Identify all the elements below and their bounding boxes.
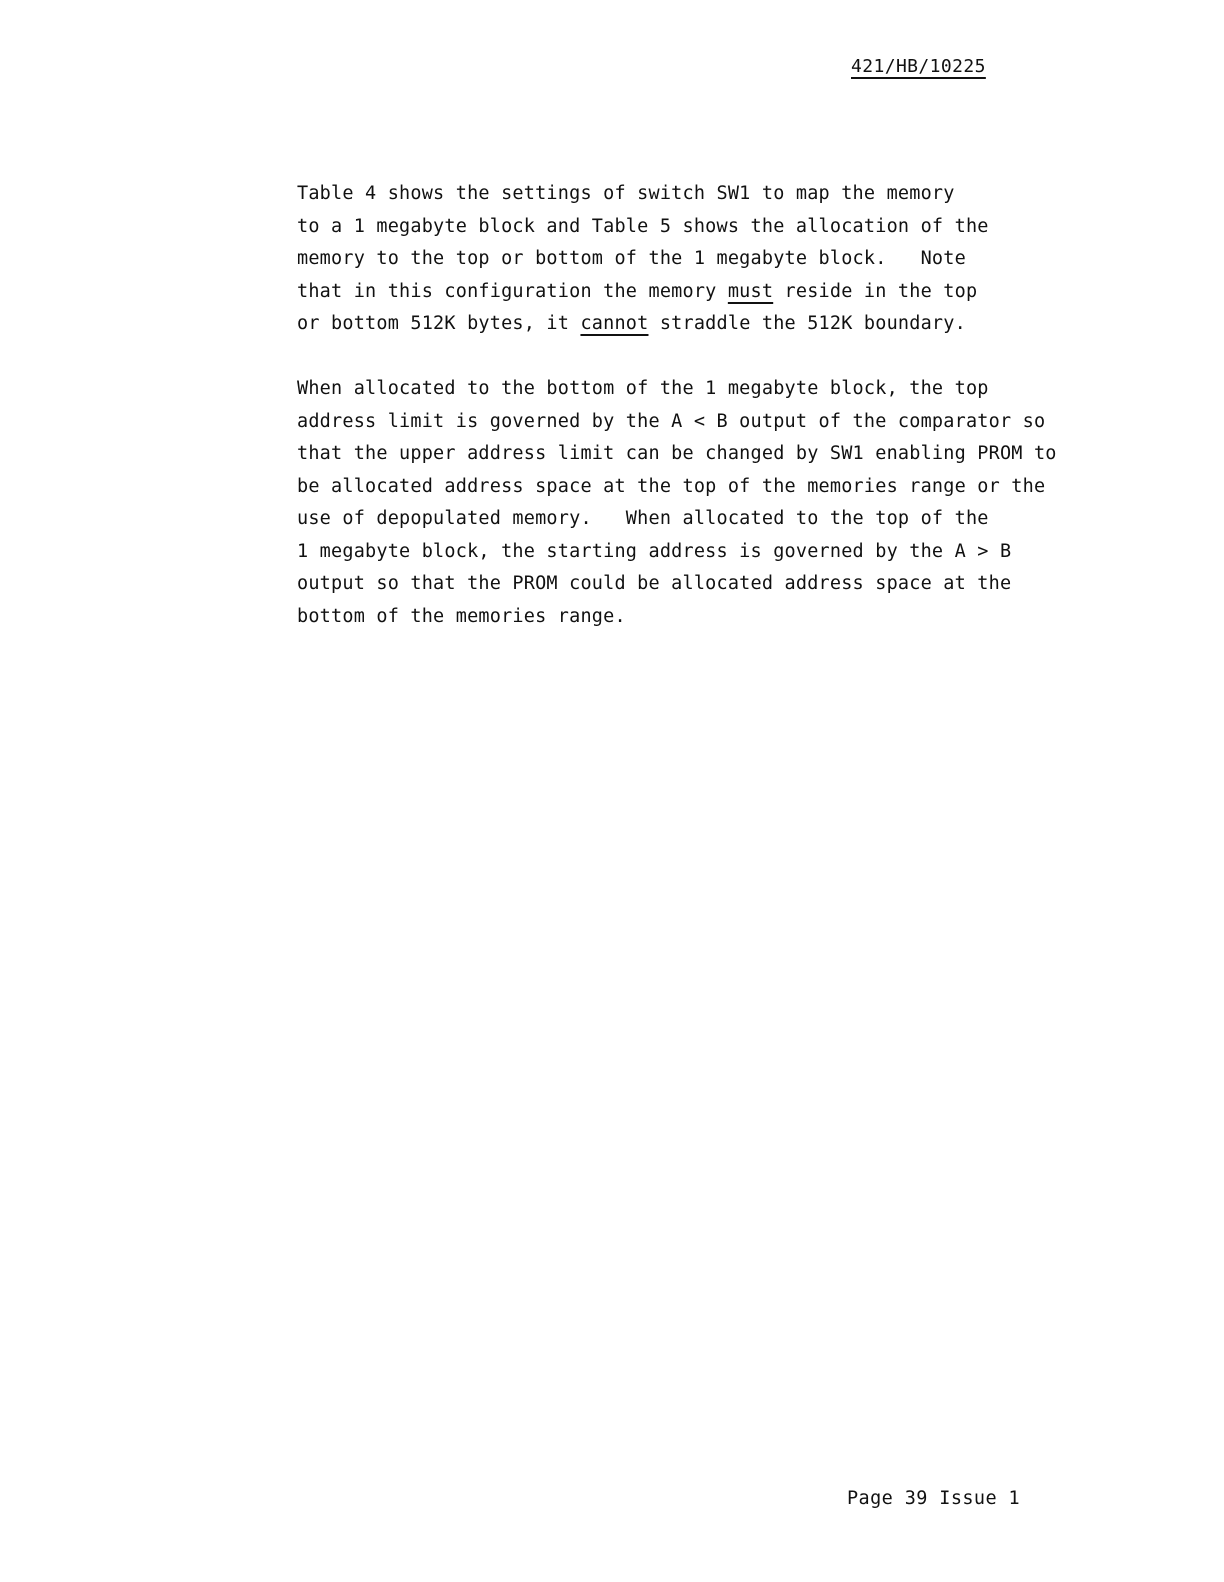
text-line: that the upper address limit can be changed by SW1 enabling PROM to [297, 443, 1057, 464]
text-line: memory to the top or bottom of the 1 megabyte block. Note [297, 248, 966, 269]
text-line [297, 308, 1057, 341]
page-footer: Page 39 Issue 1 [847, 1488, 1021, 1509]
text-line: bottom of the memories range. [297, 605, 626, 627]
text-line: be allocated address space at the top of the memories range or the [297, 475, 1046, 497]
paragraph-table-settings [297, 178, 1057, 341]
text-segment: that in this configuration the memory [297, 280, 728, 302]
text-line: When allocated to the bottom of the 1 megabyte block, the top [297, 378, 989, 399]
emphasis-cannot: cannot [580, 313, 649, 334]
text-segment: straddle the 512K boundary. [648, 313, 966, 334]
text-line: use of depopulated memory. When allocated to the top of the [297, 508, 989, 529]
emphasis-must: must [727, 280, 774, 302]
text-line: Table 4 shows the settings of switch SW1 to map the memory [297, 183, 955, 204]
text-segment: or bottom 512K bytes, it [297, 313, 581, 334]
text-line: address limit is governed by the A < B output of the comparator so [297, 410, 1046, 432]
text-line: to a 1 megabyte block and Table 5 shows the allocation of the [297, 215, 989, 237]
paragraph-allocation [297, 373, 1057, 633]
text-line: 1 megabyte block, the starting address is governed by the A > B [297, 540, 1012, 562]
text-line: output so that the PROM could be allocated address space at the [297, 573, 1012, 594]
text-segment: reside in the top [773, 280, 978, 302]
document-reference: 421/HB/10225 [851, 56, 986, 77]
text-line [297, 276, 1057, 309]
